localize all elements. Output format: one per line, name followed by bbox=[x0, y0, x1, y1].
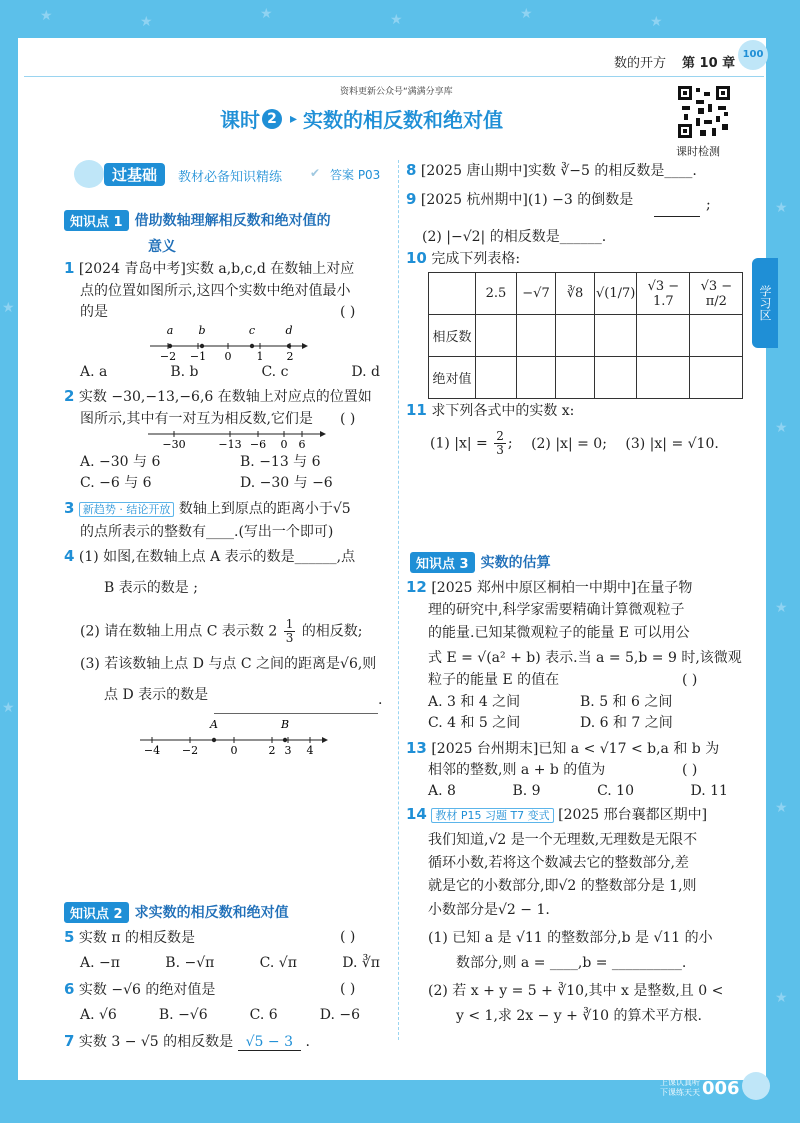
option-c[interactable]: C. −6 与 6 bbox=[80, 475, 152, 491]
kp-title: 求实数的相反数和绝对值 bbox=[134, 905, 289, 921]
point-label: d bbox=[285, 324, 293, 337]
option-d[interactable]: D. ∛π bbox=[342, 955, 380, 971]
textbook-tag: 教材 P15 习题 T7 变式 bbox=[431, 808, 553, 823]
tick-label: −13 bbox=[218, 438, 242, 451]
point-dot bbox=[200, 344, 204, 348]
q8-text: [2025 唐山期中]实数 ∛−5 的相反数是____. bbox=[420, 163, 697, 179]
answer-cell[interactable] bbox=[637, 315, 690, 357]
table-header: −√7 bbox=[517, 273, 556, 315]
q11-part3: (3) |x| = √10. bbox=[625, 435, 719, 452]
tick-label: 6 bbox=[298, 438, 306, 451]
header-divider bbox=[24, 76, 764, 77]
tick-label: 2 bbox=[268, 744, 276, 756]
q1-options bbox=[80, 362, 380, 382]
star-decoration: ★ bbox=[260, 6, 273, 22]
question-10 bbox=[406, 248, 520, 269]
option-d[interactable]: D. d bbox=[351, 364, 380, 380]
table-row bbox=[429, 357, 743, 399]
q14-text: y < 1,求 2x − y + ∛10 的算术平方根. bbox=[456, 1008, 702, 1024]
point-dot bbox=[283, 738, 287, 742]
tick-label: −6 bbox=[249, 438, 267, 451]
tick-label: 1 bbox=[256, 350, 264, 362]
option-a[interactable]: A. −30 与 6 bbox=[80, 454, 161, 470]
question-number: 7 bbox=[64, 1032, 75, 1050]
q4-text: (2) 请在数轴上用点 C 表示数 2 bbox=[80, 623, 278, 640]
mascot-icon bbox=[742, 1072, 770, 1100]
star-decoration: ★ bbox=[40, 8, 53, 24]
point-dot bbox=[168, 344, 172, 348]
option-c[interactable]: C. 10 bbox=[597, 783, 634, 799]
question-number: 8 bbox=[406, 161, 417, 179]
q10-table bbox=[428, 272, 743, 399]
question-number: 5 bbox=[64, 928, 75, 946]
question-number: 14 bbox=[406, 805, 427, 823]
question-number: 1 bbox=[64, 259, 75, 277]
fraction: $\frac{1}{3}$ bbox=[285, 617, 294, 645]
qr-code[interactable] bbox=[678, 86, 730, 138]
answer-bracket[interactable]: ( ) bbox=[340, 304, 356, 320]
q6-options bbox=[80, 1005, 360, 1025]
question-number: 12 bbox=[406, 578, 427, 596]
tick-label: 0 bbox=[224, 350, 232, 362]
q10-text: 完成下列表格: bbox=[431, 251, 521, 267]
kp-badge: 知识点 3 bbox=[410, 552, 475, 573]
option-b[interactable]: B. −13 与 6 bbox=[240, 454, 321, 470]
side-tab-label: 学习区 bbox=[758, 285, 772, 321]
fraction: $\frac{2}{3}$ bbox=[496, 429, 504, 457]
kp-badge: 知识点 2 bbox=[64, 902, 129, 923]
q7-text: 实数 3 − √5 的相反数是 bbox=[78, 1034, 234, 1050]
trend-tag: 新趋势 · 结论开放 bbox=[79, 502, 175, 517]
knowledge-point-1 bbox=[64, 209, 331, 231]
option-c[interactable]: C. √π bbox=[259, 955, 297, 971]
q12-text: 粒子的能量 E 的值在 bbox=[428, 672, 560, 688]
tick-label: −4 bbox=[143, 744, 161, 756]
q12-text: 的能量.已知某微观粒子的能量 E 可以用公 bbox=[428, 625, 690, 641]
kp-title: 实数的估算 bbox=[480, 555, 551, 571]
question-5 bbox=[64, 927, 195, 948]
table-row bbox=[429, 315, 743, 357]
q13-text: [2025 台州期末]已知 a < √17 < b,a 和 b 为 bbox=[431, 741, 720, 757]
question-number: 9 bbox=[406, 190, 417, 208]
tick-label: 0 bbox=[280, 438, 288, 451]
table-header: ∛8 bbox=[556, 273, 595, 315]
q3-text: 的点所表示的整数有____.(写出一个即可) bbox=[80, 524, 334, 540]
question-number: 11 bbox=[406, 401, 427, 419]
option-c[interactable]: C. 6 bbox=[249, 1007, 278, 1023]
option-d[interactable]: D. −30 与 −6 bbox=[240, 475, 333, 491]
q4-part2 bbox=[80, 618, 363, 645]
star-decoration: ★ bbox=[775, 420, 788, 436]
answer-cell[interactable] bbox=[476, 315, 517, 357]
q12-text: 式 E = √(a² + b) 表示.当 a = 5,b = 9 时,该微观 bbox=[428, 650, 742, 666]
answer-cell[interactable] bbox=[595, 315, 637, 357]
q14-source: [2025 邢台襄都区期中] bbox=[558, 807, 708, 823]
row-label: 相反数 bbox=[429, 315, 476, 357]
check-icon: ✔ bbox=[310, 166, 321, 180]
point-label: A bbox=[210, 718, 218, 731]
question-number: 3 bbox=[64, 499, 75, 517]
star-decoration: ★ bbox=[390, 12, 403, 28]
q1-text: 点的位置如图所示,这四个实数中绝对值最小 bbox=[80, 283, 351, 299]
q14-text: (1) 已知 a 是 √11 的整数部分,b 是 √11 的小 bbox=[428, 930, 713, 946]
section-label: 数的开方 bbox=[614, 56, 667, 71]
mascot-badge: 100 bbox=[738, 40, 768, 70]
star-decoration: ★ bbox=[650, 14, 663, 30]
q5-options bbox=[80, 953, 380, 973]
q11-text: 求下列各式中的实数 x: bbox=[431, 403, 575, 419]
star-decoration: ★ bbox=[2, 300, 15, 316]
lesson-title bbox=[220, 104, 503, 133]
point-dot bbox=[287, 344, 291, 348]
answer-cell[interactable] bbox=[517, 357, 556, 399]
option-d[interactable]: D. 6 和 7 之间 bbox=[580, 715, 673, 731]
page-number: 006 bbox=[702, 1078, 740, 1099]
qr-label: 课时检测 bbox=[676, 145, 720, 158]
tick-label: −30 bbox=[162, 438, 186, 451]
point-label: c bbox=[248, 324, 256, 337]
table-header: √3 − 1.7 bbox=[637, 273, 690, 315]
q14-text: (2) 若 x + y = 5 + ∛10,其中 x 是整数,且 0 < bbox=[428, 983, 724, 999]
q1-text: [2024 青岛中考]实数 a,b,c,d 在数轴上对应 bbox=[78, 261, 355, 277]
source-note: 资料更新公众号“满满分享库 bbox=[340, 87, 453, 97]
q4-text: 的相反数; bbox=[301, 623, 363, 640]
question-13 bbox=[406, 738, 719, 759]
option-d[interactable]: D. 11 bbox=[690, 783, 728, 799]
tick-label: −1 bbox=[189, 350, 207, 362]
answer-line[interactable] bbox=[654, 216, 700, 217]
question-1 bbox=[64, 258, 354, 279]
kp-title-cont: 意义 bbox=[148, 239, 176, 255]
question-14 bbox=[406, 804, 707, 826]
filled-answer[interactable]: √5 − 3 bbox=[238, 1034, 301, 1051]
star-decoration: ★ bbox=[775, 600, 788, 616]
chapter-label: 第 10 章 bbox=[682, 56, 736, 71]
table-header: 2.5 bbox=[476, 273, 517, 315]
point-label: a bbox=[166, 324, 174, 337]
table-header: √3 − π/2 bbox=[690, 273, 743, 315]
side-tab[interactable] bbox=[752, 258, 778, 348]
q1-number-line bbox=[150, 322, 310, 362]
option-a[interactable]: A. −π bbox=[80, 955, 120, 971]
answer-cell[interactable] bbox=[690, 357, 743, 399]
option-b[interactable]: B. 9 bbox=[512, 783, 541, 799]
question-number: 6 bbox=[64, 980, 75, 998]
tick-label: −2 bbox=[181, 744, 199, 756]
q2-text: 实数 −30,−13,−6,6 在数轴上对应点的位置如 bbox=[78, 389, 372, 405]
option-b[interactable]: B. b bbox=[170, 364, 199, 380]
lesson-number: 2 bbox=[262, 109, 282, 129]
question-number: 2 bbox=[64, 387, 75, 405]
option-a[interactable]: A. a bbox=[80, 364, 108, 380]
q4-number-line bbox=[140, 716, 330, 756]
option-c[interactable]: C. 4 和 5 之间 bbox=[428, 715, 521, 731]
answer-bracket[interactable]: ( ) bbox=[340, 929, 356, 945]
q4-text: 点 D 表示的数是 bbox=[104, 687, 209, 703]
answer-cell[interactable] bbox=[517, 315, 556, 357]
q11-part2: (2) |x| = 0; bbox=[531, 435, 607, 452]
star-decoration: ★ bbox=[775, 800, 788, 816]
q14-text: 数部分,则 a = ____,b = __________. bbox=[456, 955, 687, 971]
q12-text: [2025 郑州中原区桐柏一中期中]在量子物 bbox=[431, 580, 693, 596]
q3-text: 数轴上到原点的距离小于√5 bbox=[178, 501, 351, 517]
tick-label: −2 bbox=[159, 350, 177, 362]
question-8 bbox=[406, 160, 697, 181]
q14-text: 小数部分是√2 − 1. bbox=[428, 902, 550, 918]
answer-cell[interactable] bbox=[637, 357, 690, 399]
q14-text: 循环小数,若将这个数减去它的整数部分,差 bbox=[428, 855, 689, 871]
star-decoration: ★ bbox=[775, 990, 788, 1006]
q14-text: 就是它的小数部分,即√2 的整数部分是 1,则 bbox=[428, 878, 697, 894]
q11-part1: (1) |x| = bbox=[430, 435, 488, 452]
q11-parts: (1) |x| = $\frac{2}{3}$ ; (2) |x| = 0; (3) |x| = √10. bbox=[430, 429, 719, 457]
question-number: 10 bbox=[406, 249, 427, 267]
basics-banner bbox=[74, 160, 386, 188]
column-divider bbox=[398, 160, 399, 1040]
q13-text: 相邻的整数,则 a + b 的值为 bbox=[428, 762, 606, 778]
option-a[interactable]: A. √6 bbox=[80, 1007, 117, 1023]
star-decoration: ★ bbox=[2, 700, 15, 716]
basics-subtitle: 教材必备知识精练 bbox=[178, 170, 283, 185]
option-a[interactable]: A. 3 和 4 之间 bbox=[428, 694, 521, 710]
lesson-name: 实数的相反数和绝对值 bbox=[303, 108, 504, 132]
question-6 bbox=[64, 979, 215, 1000]
tick-label: 0 bbox=[230, 744, 238, 756]
table-header-row bbox=[429, 273, 743, 315]
table-header: √(1/7) bbox=[595, 273, 637, 315]
q9-text: [2025 杭州期中](1) −3 的倒数是 bbox=[420, 192, 634, 208]
tick-label: 3 bbox=[284, 744, 292, 756]
answer-cell[interactable] bbox=[690, 315, 743, 357]
star-decoration: ★ bbox=[520, 6, 533, 22]
question-number: 4 bbox=[64, 547, 75, 565]
q1-text: 的是 bbox=[80, 304, 108, 320]
answer-cell[interactable] bbox=[595, 357, 637, 399]
kp-title: 借助数轴理解相反数和绝对值的 bbox=[134, 213, 331, 229]
star-decoration: ★ bbox=[140, 14, 153, 30]
point-label: B bbox=[280, 718, 290, 731]
option-b[interactable]: B. −√6 bbox=[158, 1007, 208, 1023]
q4-text: (1) 如图,在数轴上点 A 表示的数是______,点 bbox=[78, 549, 356, 565]
option-b[interactable]: B. 5 和 6 之间 bbox=[580, 694, 673, 710]
footer-slogan: 上课认真听 下课练天天 bbox=[660, 1078, 700, 1097]
q2-text: 图所示,其中有一对互为相反数,它们是 bbox=[80, 411, 313, 427]
answer-bracket[interactable]: ( ) bbox=[682, 672, 698, 688]
lesson-label: 课时 bbox=[220, 108, 260, 132]
knowledge-point-3 bbox=[410, 551, 551, 573]
q5-text: 实数 π 的相反数是 bbox=[78, 930, 195, 946]
answer-ref[interactable]: 答案 P03 bbox=[330, 168, 381, 182]
q4-text: B 表示的数是 ; bbox=[104, 580, 198, 596]
answer-line[interactable] bbox=[214, 713, 378, 714]
q4-end: . bbox=[378, 692, 383, 708]
mascot-icon bbox=[74, 160, 104, 188]
question-2 bbox=[64, 386, 372, 407]
question-4 bbox=[64, 546, 355, 567]
point-dot bbox=[212, 738, 216, 742]
answer-cell[interactable] bbox=[556, 315, 595, 357]
q13-options bbox=[428, 781, 728, 801]
question-12 bbox=[406, 577, 692, 598]
option-b[interactable]: B. −√π bbox=[165, 955, 215, 971]
arrow-icon: ▸ bbox=[290, 110, 298, 127]
q14-text: 我们知道,√2 是一个无理数,无理数是无限不 bbox=[428, 832, 698, 848]
question-number: 13 bbox=[406, 739, 427, 757]
question-7: 7 实数 3 − √5 的相反数是 √5 − 3 . bbox=[64, 1032, 310, 1050]
point-label: b bbox=[198, 324, 206, 337]
knowledge-point-2 bbox=[64, 901, 289, 923]
q9-end: ; bbox=[706, 197, 711, 213]
option-d[interactable]: D. −6 bbox=[319, 1007, 360, 1023]
tick-label: 4 bbox=[306, 744, 314, 756]
kp-badge: 知识点 1 bbox=[64, 210, 129, 231]
q6-text: 实数 −√6 的绝对值是 bbox=[78, 982, 216, 998]
answer-cell[interactable] bbox=[556, 357, 595, 399]
option-a[interactable]: A. 8 bbox=[428, 783, 456, 799]
answer-cell[interactable] bbox=[476, 357, 517, 399]
star-decoration: ★ bbox=[775, 200, 788, 216]
question-11 bbox=[406, 400, 574, 421]
q4-text: (3) 若该数轴上点 D 与点 C 之间的距离是√6,则 bbox=[80, 656, 377, 672]
tick-label: 2 bbox=[286, 350, 294, 362]
row-label: 绝对值 bbox=[429, 357, 476, 399]
question-9 bbox=[406, 189, 633, 210]
answer-bracket[interactable]: ( ) bbox=[340, 981, 356, 997]
answer-bracket[interactable]: ( ) bbox=[340, 411, 356, 427]
question-3 bbox=[64, 498, 351, 520]
basics-title: 过基础 bbox=[104, 163, 165, 186]
point-dot bbox=[250, 344, 254, 348]
answer-bracket[interactable]: ( ) bbox=[682, 762, 698, 778]
q12-text: 理的研究中,科学家需要精确计算微观粒子 bbox=[428, 602, 685, 618]
option-c[interactable]: C. c bbox=[261, 364, 289, 380]
q2-number-line bbox=[148, 426, 328, 452]
q9-text: (2) |−√2| 的相反数是______. bbox=[422, 229, 607, 245]
